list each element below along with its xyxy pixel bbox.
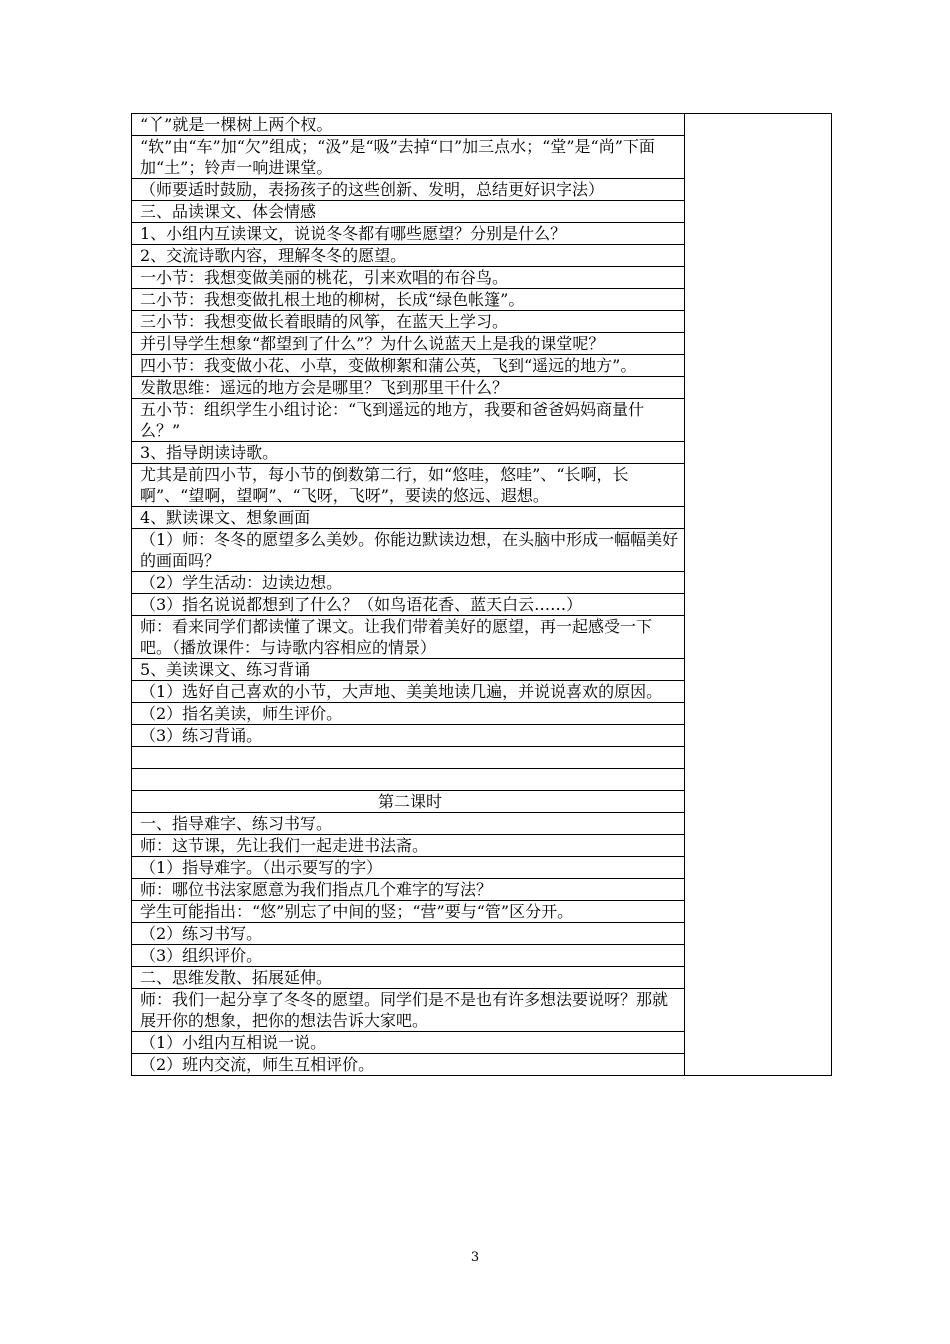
table-cell: 发散思维：遥远的地方会是哪里？飞到那里干什么？ [132,377,685,399]
page-number: 3 [470,1250,480,1265]
notes-column [685,114,832,1076]
table-cell: 师：我们一起分享了冬冬的愿望。同学们是不是也有许多想法要说呀？那就展开你的想象，把你的想法告诉大家吧。 [132,989,685,1032]
table-cell: 尤其是前四小节，每小节的倒数第二行，如“悠哇，悠哇”、“长啊，长啊”、“望啊，望啊”、“飞呀，飞呀”，要读的悠远、遐想。 [132,464,685,507]
table-cell: 一小节：我想变做美丽的桃花，引来欢唱的布谷鸟。 [132,267,685,289]
table-cell: （1）师：冬冬的愿望多么美妙。你能边默读边想，在头脑中形成一幅幅美好的画面吗？ [132,529,685,572]
table-cell: 三小节：我想变做长着眼睛的风筝，在蓝天上学习。 [132,311,685,333]
table-cell: 师：哪位书法家愿意为我们指点几个难字的写法？ [132,879,685,901]
section-heading: 二、思维发散、拓展延伸。 [132,967,685,989]
table-cell: 二小节：我想变做扎根土地的柳树，长成“绿色帐篷”。 [132,289,685,311]
table-cell: 师：看来同学们都读懂了课文。让我们带着美好的愿望，再一起感受一下吧。（播放课件：与诗歌内容相应的情景） [132,616,685,659]
table-cell: （2）练习书写。 [132,923,685,945]
lesson-title: 第二课时 [132,791,685,813]
table-row [132,114,832,136]
table-cell: （2）学生活动：边读边想。 [132,572,685,594]
table-cell: （2）班内交流，师生互相评价。 [132,1054,685,1076]
table-cell: 3、指导朗读诗歌。 [132,442,685,464]
table-cell: “丫”就是一棵树上两个杈。 [132,114,685,136]
table-cell: 5、美读课文、练习背诵 [132,659,685,681]
table-cell: 学生可能指出：“悠”别忘了中间的竖；“营”要与“管”区分开。 [132,901,685,923]
table-cell: 并引导学生想象“都望到了什么”？为什么说蓝天上是我的课堂呢？ [132,333,685,355]
empty-cell [132,747,685,769]
section-heading: 三、品读课文、体会情感 [132,201,685,223]
lesson-plan-table [131,113,832,1076]
table-cell: （3）组织评价。 [132,945,685,967]
empty-cell [132,769,685,791]
table-cell: （3）练习背诵。 [132,725,685,747]
table-cell: （1）小组内互相说一说。 [132,1032,685,1054]
section-heading: 一、指导难字、练习书写。 [132,813,685,835]
table-cell: 1、小组内互读课文，说说冬冬都有哪些愿望？分别是什么？ [132,223,685,245]
table-cell: 4、默读课文、想象画面 [132,507,685,529]
table-cell: 师：这节课，先让我们一起走进书法斋。 [132,835,685,857]
table-cell: （1）指导难字。（出示要写的字） [132,857,685,879]
table-cell: （3）指名说说都想到了什么？（如鸟语花香、蓝天白云……） [132,594,685,616]
table-cell: 四小节：我变做小花、小草，变做柳絮和蒲公英，飞到“遥远的地方”。 [132,355,685,377]
table-cell: （2）指名美读，师生评价。 [132,703,685,725]
table-cell: 2、交流诗歌内容，理解冬冬的愿望。 [132,245,685,267]
table-cell: （师要适时鼓励，表扬孩子的这些创新、发明，总结更好识字法） [132,179,685,201]
table-cell: “软”由“车”加“欠”组成；“汲”是“吸”去掉“口”加三点水；“堂”是“尚”下面加“土”；铃声一响进课堂。 [132,136,685,179]
table-cell: （1）选好自己喜欢的小节，大声地、美美地读几遍，并说说喜欢的原因。 [132,681,685,703]
table-cell: 五小节：组织学生小组讨论：“飞到遥远的地方，我要和爸爸妈妈商量什么？” [132,399,685,442]
